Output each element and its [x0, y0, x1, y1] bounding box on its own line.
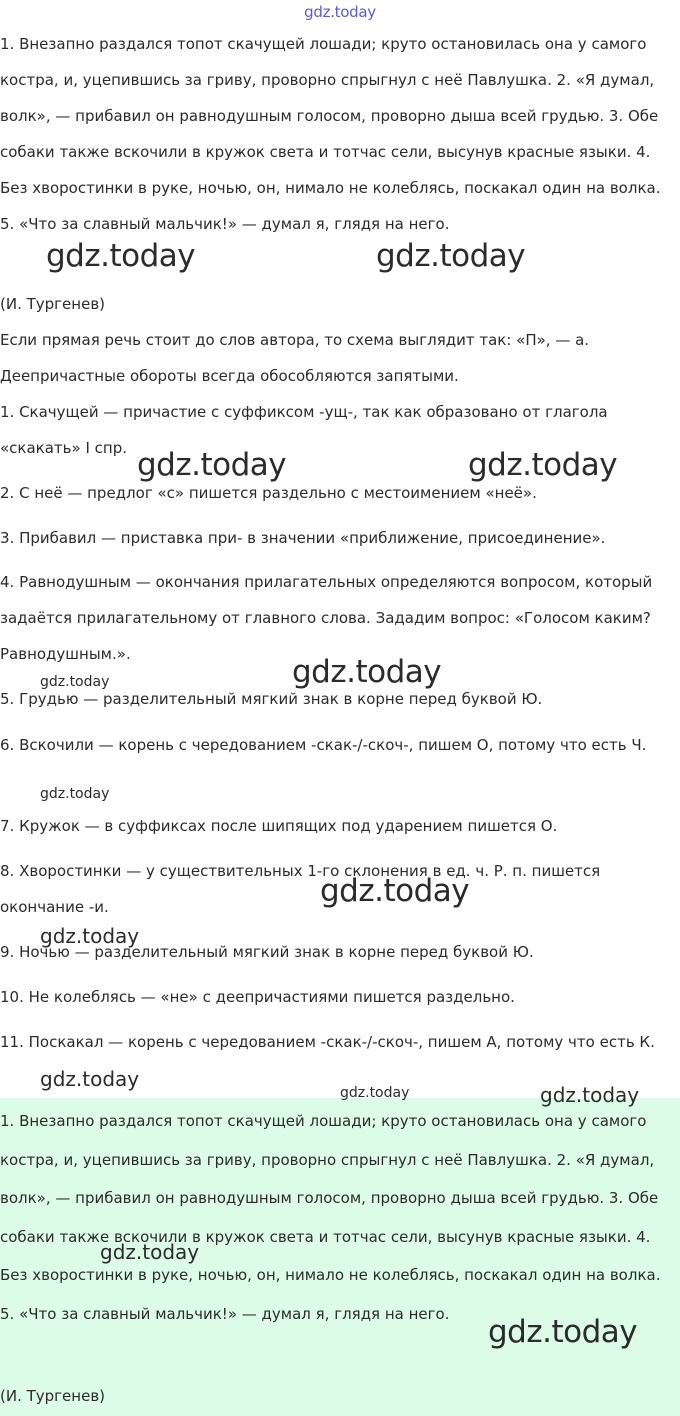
explanation-1: 1. Скачущей — причастие с суффиксом -ущ-, так как образовано от глагола «скакать» I спр. — [0, 403, 608, 457]
explanation-6: 6. Вскочили — корень с чередованием -скак-/-скоч-, пишем О, потому что есть Ч. — [0, 736, 647, 754]
header-watermark: gdz.today — [304, 3, 376, 21]
explanation-4: 4. Равнодушным — окончания прилагательных определяются вопросом, который задаётся прилагательному от главного слова. Зададим вопрос: «Голосом каким? Равнодушным.». — [0, 573, 653, 663]
watermark: gdz.today — [340, 1085, 410, 1101]
answer-author: (И. Тургенев) — [0, 295, 106, 313]
watermark: gdz.today — [292, 654, 442, 690]
green-answer-text: 1. Внезапно раздался топот скачущей лошади; круто остановилась она у самого костра, и, уцепившись за гриву, проворно спрыгнул с неё Павлушка. 2. «Я думал, волк», — прибавил он равнодушным голосом, проворно дыша всей грудью. 3. Обе собаки также вскочили в кружок света и тотчас сели, высунув красные языки. 4. Без хворостинки в руке, ночью, он, нимало не колеблясь, поскакал один на волка. 5. «Что за славный мальчик!» — думал я, глядя на него. — [0, 1112, 661, 1323]
watermark: gdz.today — [40, 924, 140, 948]
watermark: gdz.today — [320, 873, 470, 909]
watermark: gdz.today — [40, 1067, 140, 1091]
watermark: gdz.today — [137, 447, 287, 483]
watermark: gdz.today — [46, 238, 196, 274]
explanation-2: 2. С неё — предлог «с» пишется раздельно с местоимением «неё». — [0, 484, 537, 502]
explanation-10: 10. Не колеблясь — «не» с деепричастиями пишется раздельно. — [0, 988, 515, 1006]
participle-note: Деепричастные обороты всегда обособляются запятыми. — [0, 367, 459, 385]
watermark: gdz.today — [540, 1083, 640, 1107]
watermark: gdz.today — [40, 786, 110, 802]
explanation-3: 3. Прибавил — приставка при- в значении «приближение, присоединение». — [0, 529, 606, 547]
answer-text: 1. Внезапно раздался топот скачущей лошади; круто остановилась она у самого костра, и, уцепившись за гриву, проворно спрыгнул с неё Павлушка. 2. «Я думал, волк», — прибавил он равнодушным голосом, проворно дыша всей грудью. 3. Обе собаки также вскочили в кружок света и тотчас сели, высунув красные языки. 4. Без хворостинки в руке, ночью, он, нимало не колеблясь, поскакал один на волка. 5. «Что за славный мальчик!» — думал я, глядя на него. — [0, 35, 661, 233]
green-answer-author: (И. Тургенев) — [0, 1387, 106, 1405]
watermark: gdz.today — [488, 1314, 638, 1350]
explanation-5: 5. Грудью — разделительный мягкий знак в корне перед буквой Ю. — [0, 690, 543, 708]
watermark: gdz.today — [100, 1240, 200, 1264]
watermark: gdz.today — [468, 447, 618, 483]
explanation-11: 11. Поскакал — корень с чередованием -скак-/-скоч-, пишем А, потому что есть К. — [0, 1033, 655, 1051]
explanation-8: 8. Хворостинки — у существительных 1-го склонения в ед. ч. Р. п. пишется окончание -и. — [0, 862, 601, 916]
watermark: gdz.today — [376, 238, 526, 274]
scheme-note: Если прямая речь стоит до слов автора, то схема выглядит так: «П», — а. — [0, 331, 590, 349]
explanation-9: 9. Ночью — разделительный мягкий знак в корне перед буквой Ю. — [0, 943, 534, 961]
watermark: gdz.today — [40, 674, 110, 690]
explanation-7: 7. Кружок — в суффиксах после шипящих под ударением пишется О. — [0, 817, 558, 835]
